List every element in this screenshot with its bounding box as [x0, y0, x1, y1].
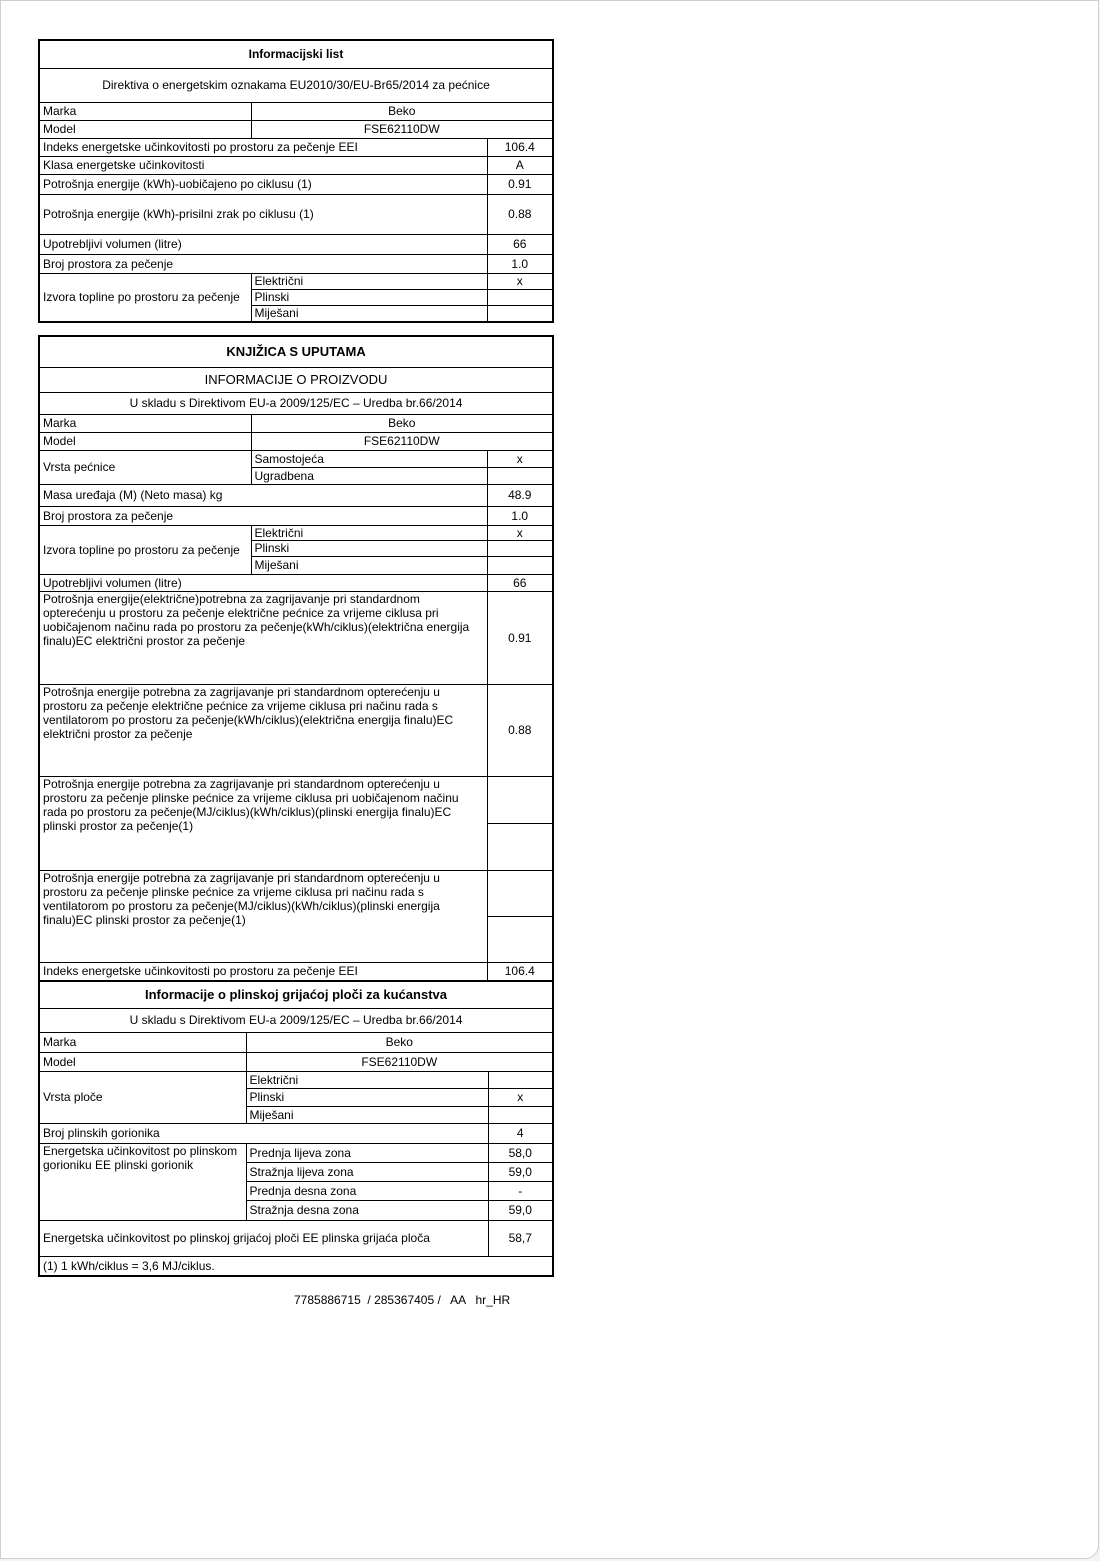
information-sheet-table — [38, 39, 554, 323]
ec-electric-conventional-label: Potrošnja energije(električne)potrebna za zagrijavanje pri standardnom opterećenju u prostoru za pečenje električne pećnice za vrijeme ciklusa pri uobičajenom načinu rada po prostoru za pečenje(kWh/ciklus)(električna energija finalu)EC električni prostor za pečenje — [39, 591, 487, 684]
consumption-forced-air-label: Potrošnja energije (kWh)-prisilni zrak po ciklusu (1) — [39, 194, 487, 234]
mass-label: Masa uređaja (M) (Neto masa) kg — [39, 484, 487, 506]
model-label: Model — [39, 1052, 246, 1071]
heat-option-label: Električni — [251, 273, 487, 289]
usable-volume-value: 66 — [487, 234, 553, 254]
eei-label: Indeks energetske učinkovitosti po prostoru za pečenje EEI — [39, 962, 487, 981]
brand-label: Marka — [39, 102, 251, 120]
ec-gas-fan-value — [487, 870, 553, 916]
instruction-booklet-table — [38, 335, 554, 982]
brand-label: Marka — [39, 414, 251, 432]
oven-type-option-label: Samostojeća — [251, 450, 487, 467]
ec-gas-fan-value — [487, 916, 553, 962]
directive-text: U skladu s Direktivom EU-a 2009/125/EC – Uredba br.66/2014 — [39, 1008, 553, 1032]
document-code: 7785886715 / 285367405 / AA hr_HR — [294, 1293, 511, 1307]
footnote: (1) 1 kWh/ciklus = 3,6 MJ/ciklus. — [39, 1256, 553, 1276]
ec-gas-conventional-value — [487, 776, 553, 823]
heat-option-label: Plinski — [251, 540, 487, 556]
brand-value: Beko — [246, 1032, 553, 1052]
brand-label: Marka — [39, 1032, 246, 1052]
zone-value: 59,0 — [488, 1200, 553, 1220]
brand-value: Beko — [251, 102, 553, 120]
heat-option-value — [487, 540, 553, 556]
ec-gas-conventional-label: Potrošnja energije potrebna za zagrijavanje pri standardnom opterećenju u prostoru za pečenje plinske pećnice za vrijeme ciklusa pri uobičajenom načinu rada po prostoru za pečenje(MJ/ciklus)(kWh/ciklus)(plinski energija finalu)EC plinski prostor za pečenje(1) — [39, 776, 487, 870]
ec-electric-fan-label: Potrošnja energije potrebna za zagrijavanje pri standardnom opterećenju u prostoru za pečenje električne pećnice za vrijeme ciklusa pri načinu rada s ventilatorom po prostoru za pečenje(kWh/ciklus)(električna energija finalu)EC električni prostor za pečenje — [39, 684, 487, 776]
model-label: Model — [39, 120, 251, 138]
cavities-value: 1.0 — [487, 254, 553, 273]
cavities-label: Broj prostora za pečenje — [39, 254, 487, 273]
hob-type-label: Vrsta ploče — [39, 1071, 246, 1123]
ec-electric-fan-value: 0.88 — [487, 684, 553, 776]
hob-type-option-label: Miješani — [246, 1106, 488, 1123]
heat-option-value — [487, 289, 553, 305]
heat-option-label: Električni — [251, 525, 487, 540]
brand-value: Beko — [251, 414, 553, 432]
hob-type-option-value — [488, 1106, 553, 1123]
burner-efficiency-label: Energetska učinkovitost po plinskom gorioniku EE plinski gorionik — [39, 1143, 246, 1220]
zone-label: Prednja desna zona — [246, 1181, 488, 1200]
zone-value: 59,0 — [488, 1162, 553, 1181]
heat-option-value: x — [487, 273, 553, 289]
oven-type-option-value — [487, 467, 553, 484]
eei-label: Indeks energetske učinkovitosti po prostoru za pečenje EEI — [39, 138, 487, 156]
directive-text: Direktiva o energetskim oznakama EU2010/30/EU-Br65/2014 za pećnice — [39, 68, 553, 102]
directive-text: U skladu s Direktivom EU-a 2009/125/EC – Uredba br.66/2014 — [39, 392, 553, 414]
heat-option-value — [487, 305, 553, 322]
zone-value: 58,0 — [488, 1143, 553, 1162]
usable-volume-value: 66 — [487, 574, 553, 591]
oven-type-option-value: x — [487, 450, 553, 467]
energy-class-value: A — [487, 156, 553, 174]
product-fiche-sheet — [38, 39, 552, 1277]
oven-type-label: Vrsta pećnice — [39, 450, 251, 484]
hob-type-option-value: x — [488, 1088, 553, 1106]
energy-class-label: Klasa energetske učinkovitosti — [39, 156, 487, 174]
zone-label: Stražnja desna zona — [246, 1200, 488, 1220]
heat-source-label: Izvora topline po prostoru za pečenje — [39, 525, 251, 574]
hob-type-option-value — [488, 1071, 553, 1088]
section-title: Informacije o plinskoj grijaćoj ploči za kućanstva — [39, 981, 553, 1008]
section-gap — [38, 323, 552, 335]
usable-volume-label: Upotrebljivi volumen (litre) — [39, 574, 487, 591]
heat-option-label: Miješani — [251, 556, 487, 574]
usable-volume-label: Upotrebljivi volumen (litre) — [39, 234, 487, 254]
consumption-conventional-value: 0.91 — [487, 174, 553, 194]
consumption-conventional-label: Potrošnja energije (kWh)-uobičajeno po ciklusu (1) — [39, 174, 487, 194]
ec-gas-fan-label: Potrošnja energije potrebna za zagrijavanje pri standardnom opterećenju u prostoru za pečenje plinske pećnice za vrijeme ciklusa pri načinu rada s ventilatorom po prostoru za pečenje(MJ/ciklus)(kWh/ciklus)(plinski energija finalu)EC plinski prostor za pečenje(1) — [39, 870, 487, 962]
consumption-forced-air-value: 0.88 — [487, 194, 553, 234]
cavities-value: 1.0 — [487, 506, 553, 525]
burners-value: 4 — [488, 1123, 553, 1143]
heat-option-label: Plinski — [251, 289, 487, 305]
eei-value: 106.4 — [487, 962, 553, 981]
model-value: FSE62110DW — [246, 1052, 553, 1071]
section-title: KNJIŽICA S UPUTAMA — [39, 336, 553, 367]
section-subtitle: INFORMACIJE O PROIZVODU — [39, 367, 553, 392]
zone-label: Stražnja lijeva zona — [246, 1162, 488, 1181]
model-value: FSE62110DW — [251, 432, 553, 450]
hob-efficiency-label: Energetska učinkovitost po plinskoj grijaćoj ploči EE plinska grijaća ploča — [39, 1220, 488, 1256]
hob-efficiency-value: 58,7 — [488, 1220, 553, 1256]
model-value: FSE62110DW — [251, 120, 553, 138]
heat-source-label: Izvora topline po prostoru za pečenje — [39, 273, 251, 322]
model-label: Model — [39, 432, 251, 450]
heat-option-label: Miješani — [251, 305, 487, 322]
burners-label: Broj plinskih gorionika — [39, 1123, 488, 1143]
hob-type-option-label: Električni — [246, 1071, 488, 1088]
heat-option-value — [487, 556, 553, 574]
heat-option-value: x — [487, 525, 553, 540]
mass-value: 48.9 — [487, 484, 553, 506]
ec-gas-conventional-value — [487, 823, 553, 870]
zone-label: Prednja lijeva zona — [246, 1143, 488, 1162]
gas-hob-table — [38, 980, 554, 1277]
section-title: Informacijski list — [39, 40, 553, 68]
cavities-label: Broj prostora za pečenje — [39, 506, 487, 525]
zone-value: - — [488, 1181, 553, 1200]
oven-type-option-label: Ugradbena — [251, 467, 487, 484]
hob-type-option-label: Plinski — [246, 1088, 488, 1106]
ec-electric-conventional-value: 0.91 — [487, 591, 553, 684]
eei-value: 106.4 — [487, 138, 553, 156]
